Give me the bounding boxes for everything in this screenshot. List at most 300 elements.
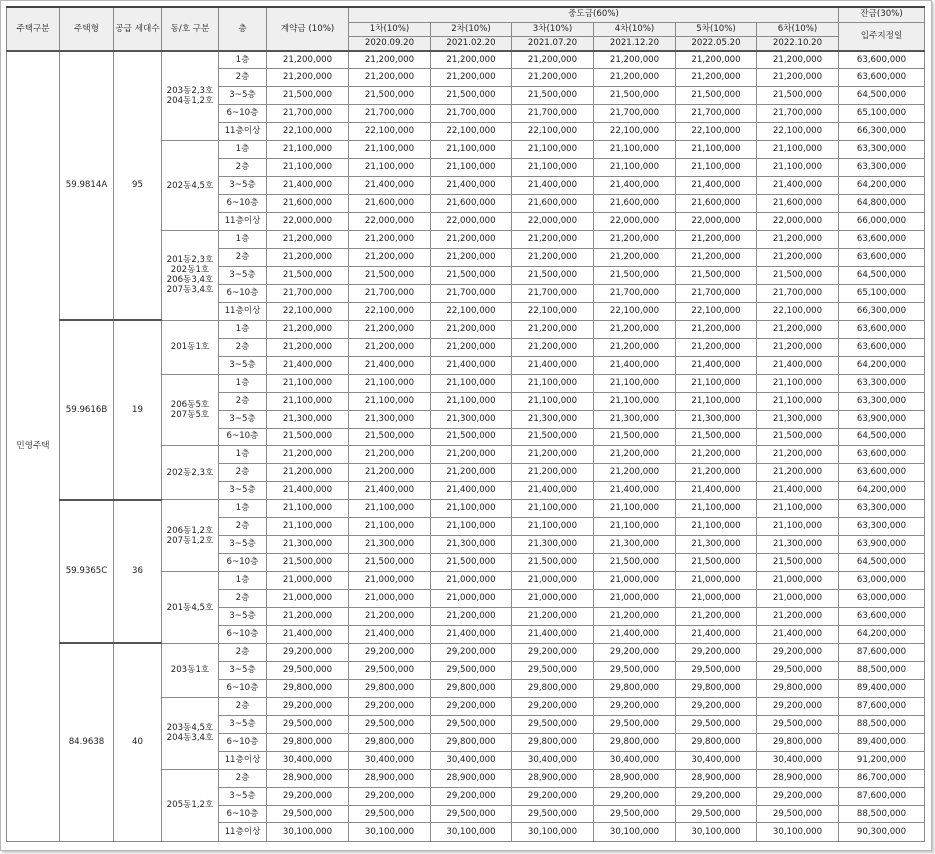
middle-payment-cell: 29,200,000 (349, 787, 431, 805)
middle-payment-cell: 30,400,000 (594, 751, 676, 769)
contract-cell: 29,800,000 (267, 733, 349, 751)
middle-payment-cell: 21,200,000 (431, 69, 512, 87)
middle-payment-cell: 21,500,000 (431, 87, 512, 105)
supply-units-cell: 40 (114, 643, 162, 841)
middle-payment-cell: 21,000,000 (757, 572, 839, 590)
middle-payment-cell: 22,000,000 (757, 213, 839, 231)
contract-cell: 21,000,000 (267, 590, 349, 608)
middle-payment-cell: 21,100,000 (431, 500, 512, 518)
middle-payment-cell: 22,100,000 (676, 302, 757, 320)
middle-payment-cell: 21,400,000 (512, 626, 594, 644)
balance-cell: 87,600,000 (839, 787, 925, 805)
middle-payment-cell: 22,100,000 (431, 302, 512, 320)
middle-payment-cell: 22,100,000 (349, 302, 431, 320)
header-installment-label: 1차(10%) (349, 22, 431, 36)
middle-payment-cell: 29,500,000 (757, 715, 839, 733)
middle-payment-cell: 21,000,000 (594, 572, 676, 590)
building-unit-cell: 201동4,5호 (162, 572, 219, 644)
middle-payment-cell: 21,200,000 (757, 248, 839, 266)
middle-payment-cell: 22,100,000 (757, 302, 839, 320)
balance-cell: 64,200,000 (839, 356, 925, 374)
contract-cell: 21,500,000 (267, 554, 349, 572)
floor-cell: 11층이상 (219, 123, 267, 141)
middle-payment-cell: 21,100,000 (512, 374, 594, 392)
contract-cell: 21,700,000 (267, 105, 349, 123)
middle-payment-cell: 29,500,000 (676, 661, 757, 679)
middle-payment-cell: 21,400,000 (512, 356, 594, 374)
header-balance: 잔금(30%) (839, 7, 925, 22)
middle-payment-cell: 21,100,000 (431, 374, 512, 392)
middle-payment-cell: 21,100,000 (757, 374, 839, 392)
middle-payment-cell: 21,100,000 (757, 159, 839, 177)
middle-payment-cell: 21,300,000 (594, 410, 676, 428)
balance-cell: 64,200,000 (839, 177, 925, 195)
floor-cell: 6~10층 (219, 733, 267, 751)
floor-cell: 1층 (219, 500, 267, 518)
middle-payment-cell: 29,500,000 (431, 805, 512, 823)
middle-payment-cell: 21,300,000 (757, 536, 839, 554)
middle-payment-cell: 29,500,000 (676, 805, 757, 823)
middle-payment-cell: 21,400,000 (757, 626, 839, 644)
balance-cell: 63,300,000 (839, 518, 925, 536)
middle-payment-cell: 29,500,000 (757, 805, 839, 823)
middle-payment-cell: 21,300,000 (431, 536, 512, 554)
contract-cell: 21,200,000 (267, 338, 349, 356)
middle-payment-cell: 29,200,000 (676, 697, 757, 715)
middle-payment-cell: 21,500,000 (349, 87, 431, 105)
middle-payment-cell: 21,200,000 (349, 320, 431, 338)
balance-cell: 88,500,000 (839, 805, 925, 823)
middle-payment-cell: 29,200,000 (757, 787, 839, 805)
building-unit-cell: 203동4,5호 204동3,4호 (162, 697, 219, 769)
middle-payment-cell: 21,500,000 (431, 266, 512, 284)
middle-payment-cell: 21,200,000 (594, 248, 676, 266)
middle-payment-cell: 21,400,000 (594, 482, 676, 500)
middle-payment-cell: 21,100,000 (594, 518, 676, 536)
balance-cell: 63,600,000 (839, 69, 925, 87)
middle-payment-cell: 28,900,000 (349, 769, 431, 787)
header-installment-date: 2020.09.20 (349, 36, 431, 51)
middle-payment-cell: 21,200,000 (594, 320, 676, 338)
floor-cell: 3~5층 (219, 715, 267, 733)
middle-payment-cell: 21,000,000 (431, 572, 512, 590)
middle-payment-cell: 21,500,000 (512, 554, 594, 572)
middle-payment-cell: 21,200,000 (349, 608, 431, 626)
middle-payment-cell: 28,900,000 (594, 769, 676, 787)
middle-payment-cell: 29,200,000 (349, 697, 431, 715)
middle-payment-cell: 21,700,000 (431, 105, 512, 123)
contract-cell: 29,200,000 (267, 787, 349, 805)
middle-payment-cell: 21,500,000 (676, 87, 757, 105)
middle-payment-cell: 21,200,000 (431, 231, 512, 249)
header-installment-label: 5차(10%) (676, 22, 757, 36)
middle-payment-cell: 21,000,000 (676, 590, 757, 608)
middle-payment-cell: 30,100,000 (512, 823, 594, 842)
middle-payment-cell: 21,200,000 (676, 69, 757, 87)
middle-payment-cell: 21,400,000 (431, 626, 512, 644)
middle-payment-cell: 21,100,000 (594, 374, 676, 392)
contract-cell: 21,100,000 (267, 518, 349, 536)
middle-payment-cell: 21,600,000 (512, 195, 594, 213)
middle-payment-cell: 21,700,000 (757, 105, 839, 123)
balance-cell: 64,200,000 (839, 626, 925, 644)
middle-payment-cell: 21,200,000 (349, 248, 431, 266)
middle-payment-cell: 21,200,000 (757, 51, 839, 69)
header-move-in: 입주지정일 (839, 22, 925, 51)
middle-payment-cell: 21,700,000 (431, 284, 512, 302)
floor-cell: 2층 (219, 392, 267, 410)
middle-payment-cell: 22,000,000 (512, 213, 594, 231)
middle-payment-cell: 21,200,000 (431, 338, 512, 356)
middle-payment-cell: 21,500,000 (676, 428, 757, 446)
middle-payment-cell: 30,100,000 (349, 823, 431, 842)
balance-cell: 63,600,000 (839, 248, 925, 266)
balance-cell: 89,400,000 (839, 733, 925, 751)
middle-payment-cell: 21,100,000 (594, 500, 676, 518)
header-floor: 층 (219, 7, 267, 51)
header-middle-payment: 중도금(60%) (349, 7, 839, 22)
middle-payment-cell: 29,800,000 (431, 679, 512, 697)
contract-cell: 29,500,000 (267, 805, 349, 823)
building-unit-cell: 202동2,3호 (162, 446, 219, 500)
middle-payment-cell: 29,200,000 (757, 643, 839, 661)
middle-payment-cell: 21,600,000 (431, 195, 512, 213)
balance-cell: 66,300,000 (839, 302, 925, 320)
middle-payment-cell: 21,200,000 (594, 446, 676, 464)
house-type-cell: 59.9365C (60, 500, 114, 644)
floor-cell: 11층이상 (219, 213, 267, 231)
middle-payment-cell: 29,200,000 (512, 643, 594, 661)
contract-cell: 29,800,000 (267, 679, 349, 697)
floor-cell: 3~5층 (219, 787, 267, 805)
middle-payment-cell: 21,200,000 (512, 231, 594, 249)
middle-payment-cell: 21,400,000 (594, 626, 676, 644)
middle-payment-cell: 22,000,000 (431, 213, 512, 231)
floor-cell: 11층이상 (219, 302, 267, 320)
middle-payment-cell: 29,500,000 (512, 661, 594, 679)
floor-cell: 6~10층 (219, 428, 267, 446)
building-unit-cell: 203동2,3호 204동1,2호 (162, 51, 219, 141)
middle-payment-cell: 21,400,000 (757, 356, 839, 374)
middle-payment-cell: 21,000,000 (431, 590, 512, 608)
middle-payment-cell: 29,500,000 (431, 715, 512, 733)
middle-payment-cell: 21,300,000 (349, 410, 431, 428)
middle-payment-cell: 21,500,000 (594, 428, 676, 446)
floor-cell: 2층 (219, 590, 267, 608)
balance-cell: 63,600,000 (839, 320, 925, 338)
middle-payment-cell: 28,900,000 (757, 769, 839, 787)
middle-payment-cell: 21,100,000 (757, 500, 839, 518)
floor-cell: 1층 (219, 572, 267, 590)
middle-payment-cell: 21,400,000 (676, 626, 757, 644)
floor-cell: 6~10층 (219, 626, 267, 644)
contract-cell: 21,200,000 (267, 608, 349, 626)
middle-payment-cell: 21,100,000 (512, 392, 594, 410)
middle-payment-cell: 29,500,000 (349, 805, 431, 823)
middle-payment-cell: 21,000,000 (757, 590, 839, 608)
supply-units-cell: 36 (114, 500, 162, 644)
balance-cell: 63,600,000 (839, 231, 925, 249)
floor-cell: 6~10층 (219, 195, 267, 213)
middle-payment-cell: 21,100,000 (512, 159, 594, 177)
middle-payment-cell: 30,100,000 (594, 823, 676, 842)
floor-cell: 3~5층 (219, 356, 267, 374)
middle-payment-cell: 22,100,000 (512, 123, 594, 141)
middle-payment-cell: 21,200,000 (757, 446, 839, 464)
middle-payment-cell: 21,200,000 (676, 608, 757, 626)
table-row (7, 320, 925, 338)
middle-payment-cell: 21,100,000 (512, 500, 594, 518)
middle-payment-cell: 21,100,000 (676, 500, 757, 518)
building-unit-cell: 201동1호 (162, 320, 219, 374)
balance-cell: 63,300,000 (839, 159, 925, 177)
supply-units-cell: 19 (114, 320, 162, 500)
balance-cell: 64,500,000 (839, 428, 925, 446)
contract-cell: 22,000,000 (267, 213, 349, 231)
contract-cell: 29,200,000 (267, 643, 349, 661)
middle-payment-cell: 21,200,000 (594, 464, 676, 482)
middle-payment-cell: 21,100,000 (512, 518, 594, 536)
middle-payment-cell: 28,900,000 (512, 769, 594, 787)
contract-cell: 21,600,000 (267, 195, 349, 213)
middle-payment-cell: 21,200,000 (676, 338, 757, 356)
contract-cell: 21,200,000 (267, 69, 349, 87)
middle-payment-cell: 29,200,000 (594, 697, 676, 715)
middle-payment-cell: 21,200,000 (349, 231, 431, 249)
contract-cell: 21,200,000 (267, 446, 349, 464)
middle-payment-cell: 30,400,000 (757, 751, 839, 769)
middle-payment-cell: 21,700,000 (676, 105, 757, 123)
floor-cell: 1층 (219, 51, 267, 69)
middle-payment-cell: 21,200,000 (676, 320, 757, 338)
middle-payment-cell: 21,100,000 (757, 518, 839, 536)
middle-payment-cell: 21,100,000 (431, 159, 512, 177)
floor-cell: 2층 (219, 248, 267, 266)
middle-payment-cell: 21,500,000 (349, 266, 431, 284)
middle-payment-cell: 29,800,000 (676, 679, 757, 697)
middle-payment-cell: 29,500,000 (512, 715, 594, 733)
balance-cell: 63,300,000 (839, 392, 925, 410)
middle-payment-cell: 21,200,000 (594, 231, 676, 249)
middle-payment-cell: 21,400,000 (349, 177, 431, 195)
middle-payment-cell: 21,200,000 (676, 248, 757, 266)
middle-payment-cell: 21,300,000 (512, 410, 594, 428)
middle-payment-cell: 21,300,000 (594, 536, 676, 554)
balance-cell: 87,600,000 (839, 643, 925, 661)
header-installment-date: 2021.02.20 (431, 36, 512, 51)
middle-payment-cell: 28,900,000 (676, 769, 757, 787)
middle-payment-cell: 21,400,000 (594, 356, 676, 374)
floor-cell: 2층 (219, 159, 267, 177)
balance-cell: 65,100,000 (839, 105, 925, 123)
floor-cell: 1층 (219, 446, 267, 464)
middle-payment-cell: 29,200,000 (676, 787, 757, 805)
contract-cell: 21,100,000 (267, 159, 349, 177)
middle-payment-cell: 22,100,000 (349, 123, 431, 141)
balance-cell: 63,900,000 (839, 536, 925, 554)
middle-payment-cell: 21,100,000 (349, 141, 431, 159)
middle-payment-cell: 21,100,000 (676, 392, 757, 410)
middle-payment-cell: 30,100,000 (676, 823, 757, 842)
header-installment-label: 6차(10%) (757, 22, 839, 36)
building-unit-cell: 203동1호 (162, 643, 219, 697)
middle-payment-cell: 21,200,000 (676, 51, 757, 69)
supply-units-cell: 95 (114, 51, 162, 320)
middle-payment-cell: 21,100,000 (349, 500, 431, 518)
middle-payment-cell: 21,500,000 (349, 428, 431, 446)
middle-payment-cell: 29,200,000 (512, 787, 594, 805)
table-header (7, 7, 925, 51)
middle-payment-cell: 21,200,000 (349, 464, 431, 482)
price-table (6, 6, 925, 842)
middle-payment-cell: 21,200,000 (512, 248, 594, 266)
middle-payment-cell: 21,600,000 (594, 195, 676, 213)
header-supply-units: 공급 세대수 (114, 7, 162, 51)
floor-cell: 1층 (219, 231, 267, 249)
middle-payment-cell: 21,300,000 (349, 536, 431, 554)
balance-cell: 91,200,000 (839, 751, 925, 769)
floor-cell: 2층 (219, 338, 267, 356)
middle-payment-cell: 21,100,000 (676, 159, 757, 177)
middle-payment-cell: 21,100,000 (431, 392, 512, 410)
middle-payment-cell: 21,200,000 (676, 446, 757, 464)
middle-payment-cell: 21,200,000 (512, 446, 594, 464)
middle-payment-cell: 21,400,000 (676, 177, 757, 195)
middle-payment-cell: 21,200,000 (757, 320, 839, 338)
middle-payment-cell: 21,700,000 (512, 105, 594, 123)
header-installment-date: 2022.10.20 (757, 36, 839, 51)
middle-payment-cell: 21,400,000 (594, 177, 676, 195)
middle-payment-cell: 21,100,000 (349, 159, 431, 177)
middle-payment-cell: 21,700,000 (757, 284, 839, 302)
middle-payment-cell: 21,300,000 (757, 410, 839, 428)
balance-cell: 63,300,000 (839, 500, 925, 518)
middle-payment-cell: 21,600,000 (676, 195, 757, 213)
middle-payment-cell: 21,200,000 (512, 338, 594, 356)
balance-cell: 86,700,000 (839, 769, 925, 787)
contract-cell: 21,500,000 (267, 266, 349, 284)
middle-payment-cell: 30,400,000 (349, 751, 431, 769)
contract-cell: 21,100,000 (267, 141, 349, 159)
middle-payment-cell: 21,700,000 (676, 284, 757, 302)
balance-cell: 87,600,000 (839, 697, 925, 715)
middle-payment-cell: 21,500,000 (757, 428, 839, 446)
contract-cell: 30,400,000 (267, 751, 349, 769)
contract-cell: 21,300,000 (267, 536, 349, 554)
middle-payment-cell: 21,400,000 (349, 626, 431, 644)
middle-payment-cell: 21,100,000 (594, 141, 676, 159)
contract-cell: 28,900,000 (267, 769, 349, 787)
middle-payment-cell: 21,200,000 (512, 608, 594, 626)
middle-payment-cell: 29,200,000 (757, 697, 839, 715)
middle-payment-cell: 21,000,000 (512, 590, 594, 608)
header-installment-date: 2021.12.20 (594, 36, 676, 51)
floor-cell: 2층 (219, 769, 267, 787)
middle-payment-cell: 21,400,000 (676, 356, 757, 374)
middle-payment-cell: 21,200,000 (512, 51, 594, 69)
middle-payment-cell: 29,500,000 (349, 661, 431, 679)
middle-payment-cell: 21,100,000 (431, 141, 512, 159)
middle-payment-cell: 21,500,000 (594, 266, 676, 284)
middle-payment-cell: 21,100,000 (676, 518, 757, 536)
floor-cell: 1층 (219, 320, 267, 338)
middle-payment-cell: 21,500,000 (757, 87, 839, 105)
middle-payment-cell: 21,100,000 (594, 159, 676, 177)
middle-payment-cell: 21,200,000 (594, 338, 676, 356)
middle-payment-cell: 21,500,000 (512, 428, 594, 446)
middle-payment-cell: 22,100,000 (512, 302, 594, 320)
middle-payment-cell: 29,800,000 (676, 733, 757, 751)
middle-payment-cell: 29,800,000 (349, 679, 431, 697)
middle-payment-cell: 21,200,000 (594, 51, 676, 69)
middle-payment-cell: 21,000,000 (349, 572, 431, 590)
contract-cell: 21,400,000 (267, 177, 349, 195)
middle-payment-cell: 21,400,000 (349, 356, 431, 374)
middle-payment-cell: 21,200,000 (431, 446, 512, 464)
middle-payment-cell: 21,300,000 (431, 410, 512, 428)
middle-payment-cell: 21,700,000 (349, 105, 431, 123)
middle-payment-cell: 29,200,000 (676, 643, 757, 661)
middle-payment-cell: 21,300,000 (676, 536, 757, 554)
balance-cell: 88,500,000 (839, 715, 925, 733)
balance-cell: 63,300,000 (839, 374, 925, 392)
contract-cell: 21,200,000 (267, 464, 349, 482)
floor-cell: 3~5층 (219, 177, 267, 195)
middle-payment-cell: 21,100,000 (676, 141, 757, 159)
middle-payment-cell: 30,400,000 (676, 751, 757, 769)
middle-payment-cell: 21,100,000 (757, 392, 839, 410)
header-house-category: 주택구분 (7, 7, 60, 51)
balance-cell: 89,400,000 (839, 679, 925, 697)
floor-cell: 3~5층 (219, 482, 267, 500)
middle-payment-cell: 29,500,000 (431, 661, 512, 679)
middle-payment-cell: 22,100,000 (431, 123, 512, 141)
middle-payment-cell: 29,800,000 (512, 733, 594, 751)
balance-cell: 88,500,000 (839, 661, 925, 679)
floor-cell: 2층 (219, 643, 267, 661)
middle-payment-cell: 22,100,000 (676, 123, 757, 141)
floor-cell: 2층 (219, 518, 267, 536)
middle-payment-cell: 21,500,000 (676, 554, 757, 572)
middle-payment-cell: 21,600,000 (349, 195, 431, 213)
middle-payment-cell: 29,800,000 (512, 679, 594, 697)
middle-payment-cell: 21,400,000 (512, 482, 594, 500)
contract-cell: 21,500,000 (267, 428, 349, 446)
middle-payment-cell: 22,000,000 (676, 213, 757, 231)
header-installment-label: 4차(10%) (594, 22, 676, 36)
floor-cell: 3~5층 (219, 87, 267, 105)
middle-payment-cell: 21,700,000 (594, 284, 676, 302)
middle-payment-cell: 21,200,000 (431, 320, 512, 338)
middle-payment-cell: 21,000,000 (594, 590, 676, 608)
middle-payment-cell: 21,500,000 (676, 266, 757, 284)
header-installment-date: 2022.05.20 (676, 36, 757, 51)
middle-payment-cell: 21,400,000 (431, 482, 512, 500)
header-installment-label: 2차(10%) (431, 22, 512, 36)
floor-cell: 3~5층 (219, 410, 267, 428)
contract-cell: 21,000,000 (267, 572, 349, 590)
building-unit-cell: 205동1,2호 (162, 769, 219, 841)
floor-cell: 3~5층 (219, 536, 267, 554)
middle-payment-cell: 21,200,000 (349, 338, 431, 356)
balance-cell: 64,800,000 (839, 195, 925, 213)
middle-payment-cell: 21,300,000 (512, 536, 594, 554)
middle-payment-cell: 21,400,000 (757, 177, 839, 195)
middle-payment-cell: 21,700,000 (349, 284, 431, 302)
house-type-cell: 59.9814A (60, 51, 114, 320)
balance-cell: 63,600,000 (839, 51, 925, 69)
floor-cell: 2층 (219, 697, 267, 715)
